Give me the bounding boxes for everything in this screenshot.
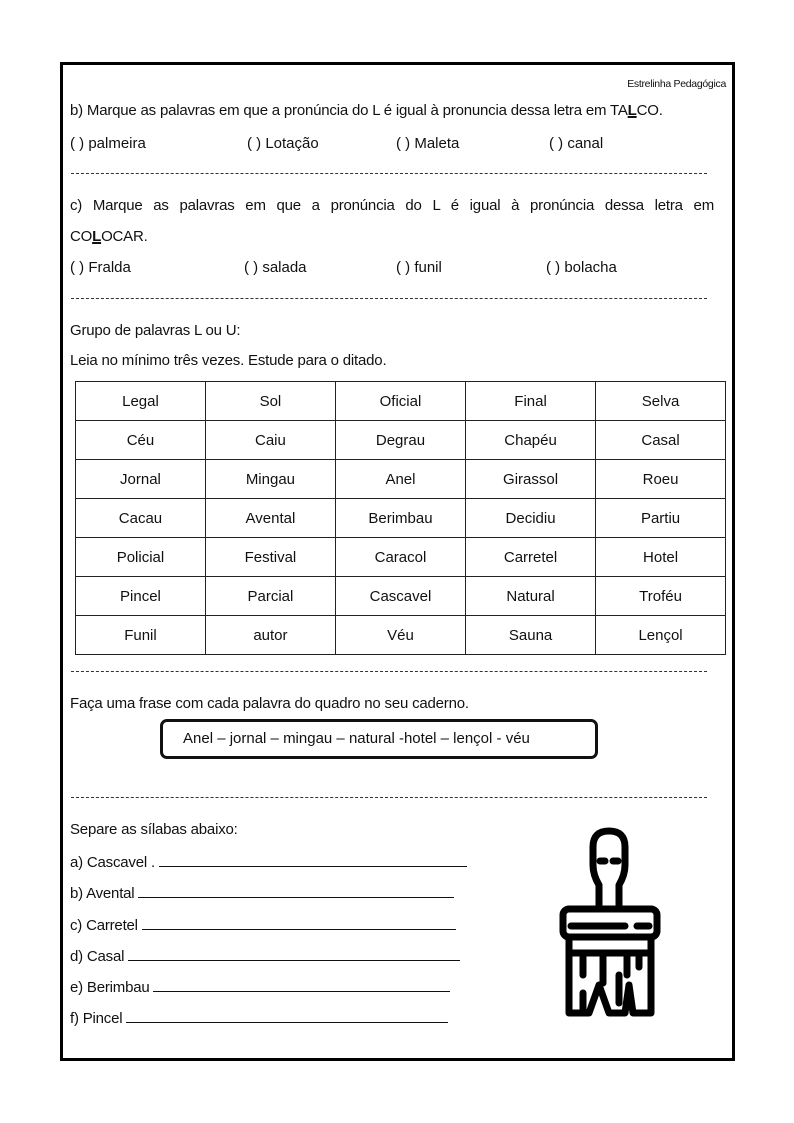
syllable-item <box>70 915 456 935</box>
syllable-item-label: e) Berimbau <box>70 979 150 996</box>
table-cell: Decidiu <box>466 499 596 538</box>
sentences-instruction: Faça uma frase com cada palavra do quadro no seu caderno. <box>70 695 469 712</box>
table-cell: Natural <box>466 577 596 616</box>
question-c-prefix: CO <box>70 228 93 245</box>
question-b-option[interactable]: ( ) Maleta <box>396 135 460 152</box>
paintbrush-icon <box>555 825 675 1020</box>
table-cell: Festival <box>205 538 335 577</box>
table-cell: Sauna <box>466 616 596 655</box>
table-cell: Girassol <box>466 460 596 499</box>
group-title: Grupo de palavras L ou U: <box>70 322 241 339</box>
table-row <box>76 616 726 655</box>
brand-label: Estrelinha Pedagógica <box>627 78 726 90</box>
question-b-option[interactable]: ( ) Lotação <box>247 135 319 152</box>
question-b-prefix: b) Marque as palavras em que a pronúncia do L é igual à pronuncia dessa letra em TA <box>70 102 628 119</box>
question-b-suffix: CO. <box>636 102 663 119</box>
table-row <box>76 421 726 460</box>
table-cell: Parcial <box>205 577 335 616</box>
question-b-option[interactable]: ( ) palmeira <box>70 135 146 152</box>
divider <box>71 173 707 174</box>
worksheet-page <box>60 62 735 1061</box>
table-cell: Hotel <box>596 538 726 577</box>
syllable-item-label: f) Pincel <box>70 1010 123 1027</box>
table-row <box>76 577 726 616</box>
table-cell: Véu <box>335 616 465 655</box>
question-c-option[interactable]: ( ) funil <box>396 259 442 276</box>
syllable-item <box>70 1008 448 1028</box>
table-row <box>76 382 726 421</box>
word-box-text: Anel – jornal – mingau – natural -hotel – lençol - véu <box>183 730 530 747</box>
table-cell: Anel <box>335 460 465 499</box>
answer-line[interactable] <box>128 946 460 961</box>
answer-line[interactable] <box>142 915 456 930</box>
table-cell: Casal <box>596 421 726 460</box>
divider <box>71 671 707 672</box>
question-c-suffix: OCAR. <box>101 228 148 245</box>
table-cell: Oficial <box>335 382 465 421</box>
table-row <box>76 538 726 577</box>
word-box <box>160 719 598 759</box>
table-cell: Sol <box>205 382 335 421</box>
syllable-item <box>70 946 460 966</box>
table-cell: Cascavel <box>335 577 465 616</box>
divider <box>71 298 707 299</box>
table-cell: Jornal <box>76 460 206 499</box>
table-row <box>76 460 726 499</box>
syllable-item <box>70 883 454 903</box>
table-cell: Legal <box>76 382 206 421</box>
answer-line[interactable] <box>159 852 467 867</box>
syllable-item-label: d) Casal <box>70 948 125 965</box>
word-table <box>75 381 726 655</box>
table-cell: Lençol <box>596 616 726 655</box>
table-cell: Caiu <box>205 421 335 460</box>
syllables-title: Separe as sílabas abaixo: <box>70 821 238 838</box>
table-cell: Partiu <box>596 499 726 538</box>
syllable-item <box>70 852 467 872</box>
question-c-prompt-line2 <box>70 228 148 246</box>
syllable-item-label: c) Carretel <box>70 917 138 934</box>
syllable-item <box>70 977 450 997</box>
syllable-item-label: a) Cascavel . <box>70 854 155 871</box>
table-cell: Final <box>466 382 596 421</box>
table-cell: autor <box>205 616 335 655</box>
table-cell: Chapéu <box>466 421 596 460</box>
question-b-option[interactable]: ( ) canal <box>549 135 604 152</box>
table-cell: Roeu <box>596 460 726 499</box>
table-cell: Pincel <box>76 577 206 616</box>
question-c-option[interactable]: ( ) Fralda <box>70 259 131 276</box>
answer-line[interactable] <box>153 977 450 992</box>
question-c-highlight: L <box>92 228 102 245</box>
question-c-prompt-line1: c) Marque as palavras em que a pronúncia do L é igual à pronúncia dessa letra em <box>70 197 714 214</box>
question-b-prompt <box>70 102 663 120</box>
table-cell: Carretel <box>466 538 596 577</box>
question-c-option[interactable]: ( ) salada <box>244 259 307 276</box>
table-cell: Berimbau <box>335 499 465 538</box>
divider <box>71 797 707 798</box>
table-cell: Caracol <box>335 538 465 577</box>
answer-line[interactable] <box>126 1008 448 1023</box>
table-cell: Céu <box>76 421 206 460</box>
table-cell: Funil <box>76 616 206 655</box>
table-cell: Cacau <box>76 499 206 538</box>
brush-handle <box>593 831 625 905</box>
syllable-item-label: b) Avental <box>70 885 135 902</box>
answer-line[interactable] <box>138 883 454 898</box>
question-c-option[interactable]: ( ) bolacha <box>546 259 617 276</box>
group-instruction: Leia no mínimo três vezes. Estude para o ditado. <box>70 352 387 369</box>
table-cell: Troféu <box>596 577 726 616</box>
table-row <box>76 499 726 538</box>
table-cell: Policial <box>76 538 206 577</box>
table-cell: Mingau <box>205 460 335 499</box>
table-cell: Avental <box>205 499 335 538</box>
question-b-highlight: L <box>627 102 637 119</box>
table-cell: Selva <box>596 382 726 421</box>
table-cell: Degrau <box>335 421 465 460</box>
